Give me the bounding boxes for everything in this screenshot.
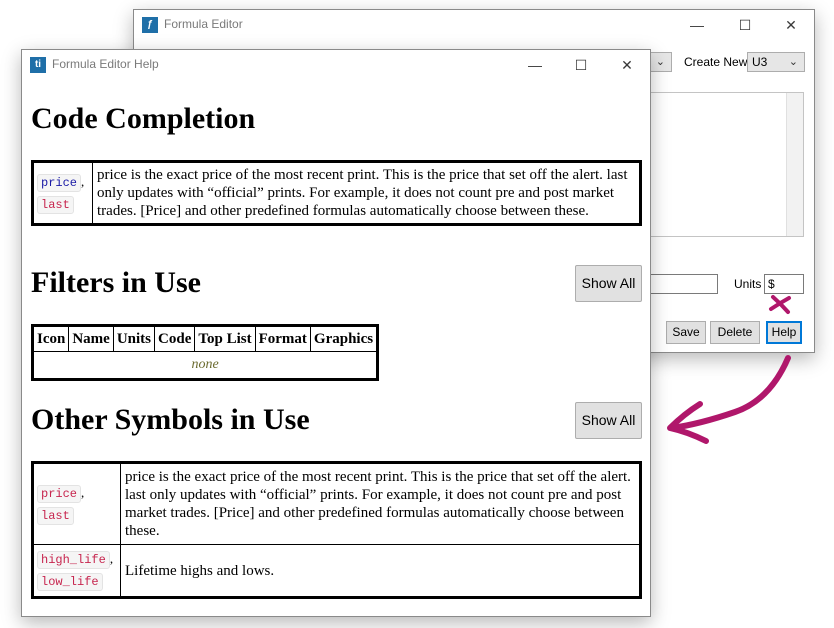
- show-all-symbols-button[interactable]: Show All: [575, 402, 642, 439]
- column-header: Units: [113, 326, 154, 352]
- code-cell: [33, 162, 93, 225]
- filters-table: [31, 324, 379, 381]
- table-row: [33, 352, 378, 380]
- chevron-down-icon: ⌄: [655, 56, 665, 68]
- column-header: Name: [69, 326, 114, 352]
- close-icon[interactable]: ✕: [785, 17, 797, 33]
- column-header: Top List: [195, 326, 255, 352]
- code-token[interactable]: high_life: [37, 551, 110, 569]
- delete-button[interactable]: Delete: [710, 321, 760, 344]
- code-cell: [33, 463, 121, 545]
- units-label: Units: [734, 277, 762, 291]
- save-button[interactable]: Save: [666, 321, 706, 344]
- close-icon[interactable]: ✕: [621, 57, 633, 73]
- table-header-row: [33, 326, 378, 352]
- app-icon: ƒ: [142, 17, 158, 33]
- units-value: $: [768, 277, 775, 291]
- minimize-icon[interactable]: —: [528, 57, 542, 73]
- table-row: [33, 463, 641, 545]
- code-token[interactable]: price: [37, 174, 81, 192]
- help-window-title: Formula Editor Help: [52, 57, 159, 71]
- maximize-icon[interactable]: ☐: [574, 57, 588, 73]
- help-titlebar[interactable]: [22, 50, 650, 80]
- column-header: Code: [155, 326, 195, 352]
- table-row: [33, 545, 641, 598]
- description-cell: price is the exact price of the most recent print. This is the price that set off the alert. last only updates with “official” prints. For example, it does not count pre and post market trades. [Price] and other predefined formulas automatically choose between these.: [93, 162, 641, 225]
- section-heading-filters-in-use: Filters in Use: [31, 266, 201, 299]
- formula-editor-titlebar[interactable]: [134, 10, 814, 40]
- help-button[interactable]: Help: [766, 321, 802, 344]
- create-new-label: Create New: [684, 55, 748, 69]
- maximize-icon[interactable]: ☐: [738, 17, 752, 33]
- chevron-down-icon: ⌄: [788, 56, 798, 68]
- create-new-value: U3: [752, 55, 768, 69]
- units-input[interactable]: [764, 274, 804, 294]
- column-header: Icon: [33, 326, 69, 352]
- code-cell: [33, 545, 121, 598]
- code-token[interactable]: low_life: [37, 573, 103, 591]
- curved-arrow-annotation: [670, 358, 788, 441]
- code-token[interactable]: last: [37, 196, 74, 214]
- comma: ,: [81, 484, 85, 500]
- app-icon: ti: [30, 57, 46, 73]
- help-window: [21, 49, 651, 617]
- column-header: Graphics: [310, 326, 377, 352]
- scrollbar[interactable]: [786, 93, 803, 236]
- comma: ,: [81, 173, 85, 189]
- section-heading-code-completion: Code Completion: [31, 102, 256, 135]
- description-cell: Lifetime highs and lows.: [121, 545, 641, 598]
- code-token[interactable]: last: [37, 507, 74, 525]
- column-header: Format: [255, 326, 310, 352]
- show-all-filters-button[interactable]: Show All: [575, 265, 642, 302]
- table-row: [33, 162, 641, 225]
- comma: ,: [109, 551, 114, 566]
- description-cell: price is the exact price of the most recent print. This is the price that set off the alert. last only updates with “official” prints. For example, it does not count pre and post market trades. [Price] and other predefined formulas automatically choose between these.: [121, 463, 641, 545]
- other-symbols-table: [31, 461, 642, 599]
- formula-textarea[interactable]: [634, 92, 804, 237]
- code-token[interactable]: price: [37, 485, 81, 503]
- empty-text: none: [33, 352, 378, 380]
- window-title: Formula Editor: [164, 17, 243, 31]
- minimize-icon[interactable]: —: [690, 17, 704, 33]
- code-completion-table: [31, 160, 642, 226]
- section-heading-other-symbols: Other Symbols in Use: [31, 403, 310, 436]
- create-new-select[interactable]: [747, 52, 805, 72]
